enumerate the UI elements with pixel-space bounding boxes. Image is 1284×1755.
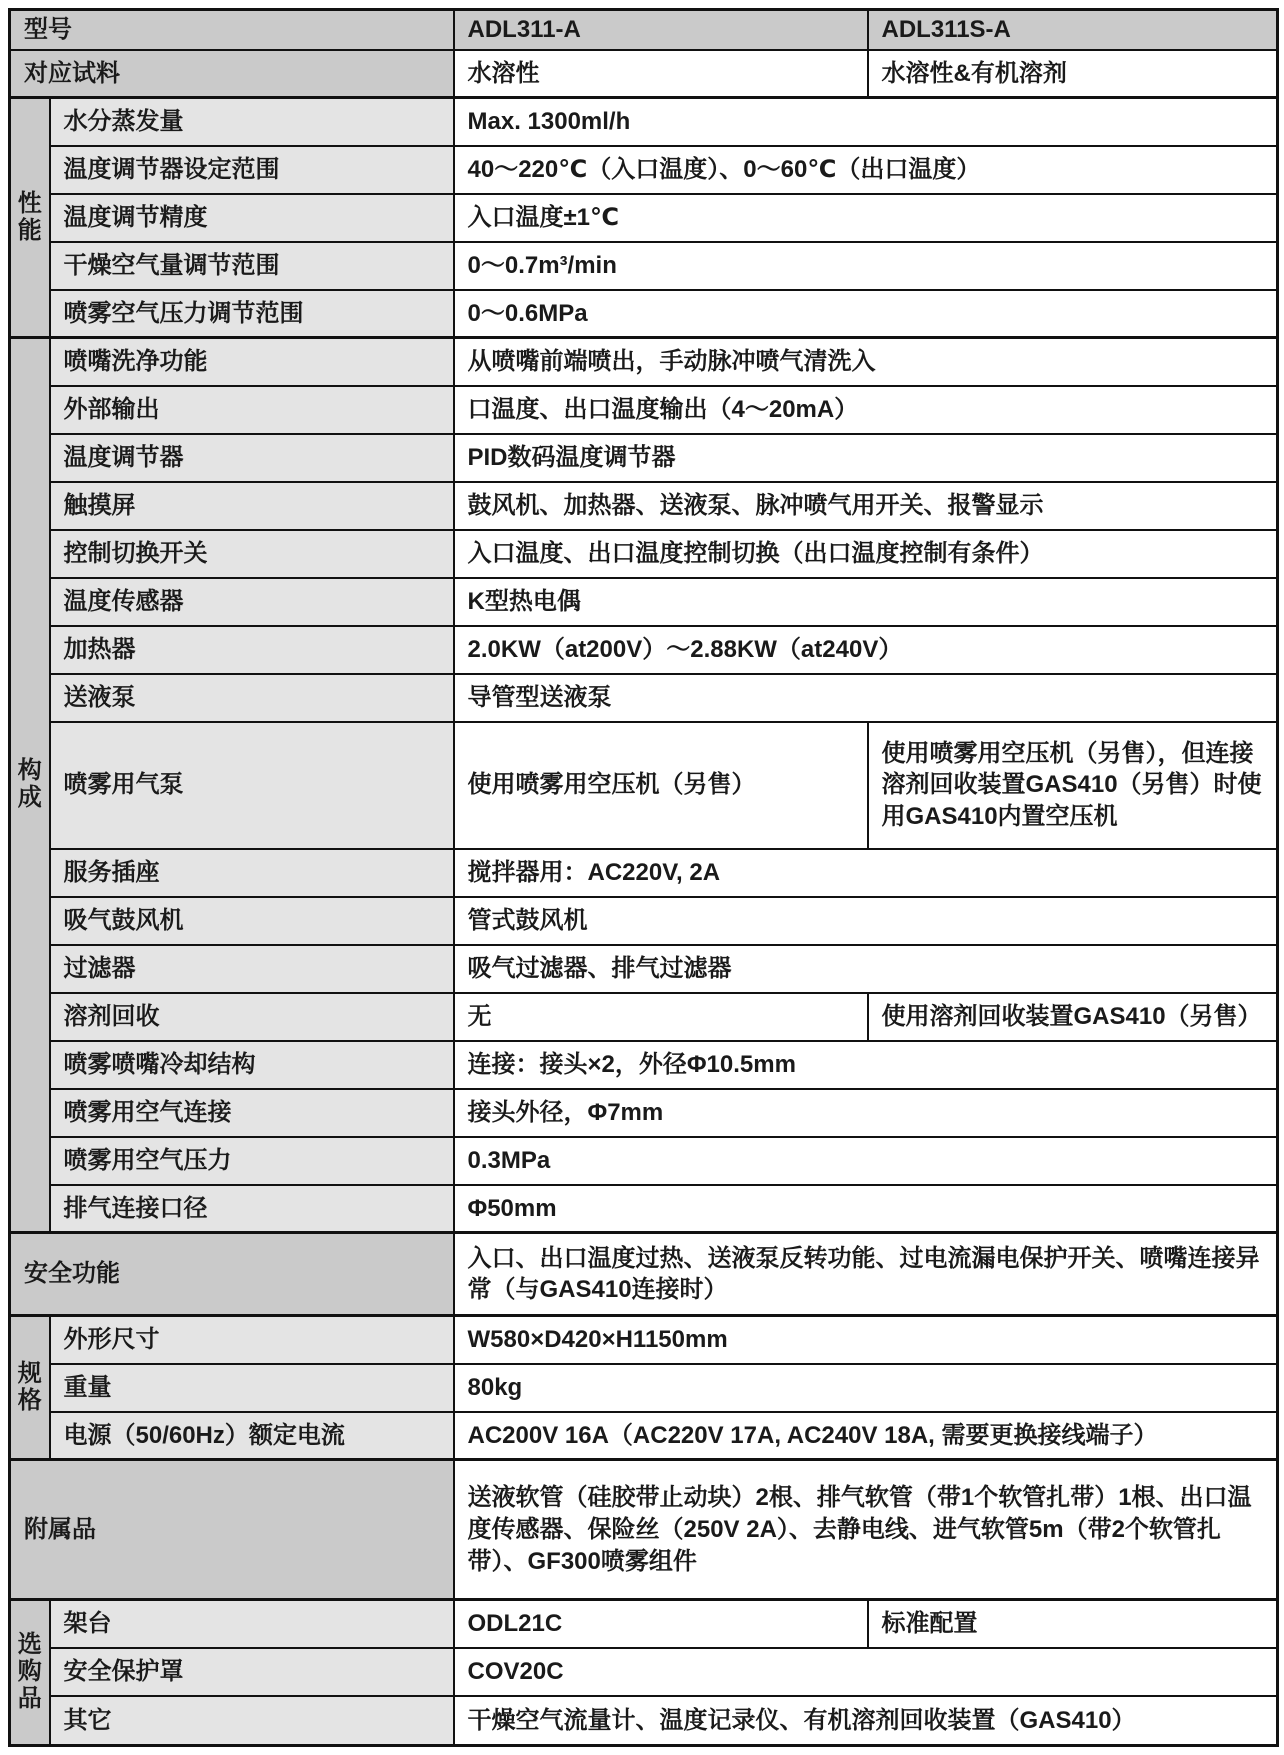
table-row [10, 578, 1278, 626]
group-composition-cell [10, 338, 50, 1233]
table-row [10, 1185, 1278, 1233]
group-performance-label: 性能 [17, 189, 42, 244]
row-value-cell: 管式鼓风机 [454, 897, 1278, 945]
row-value-cell: 入口温度、出口温度控制切换（出口温度控制有条件） [454, 530, 1278, 578]
row-value-cell: 接头外径，Φ7mm [454, 1089, 1278, 1137]
accessories-value-cell: 送液软管（硅胶带止动块）2根、排气软管（带1个软管扎带）1根、出口温度传感器、保险丝（250V 2A）、去静电线、进气软管5m（带2个软管扎带）、GF300喷雾组件 [454, 1460, 1278, 1600]
table-row-solvent [10, 993, 1278, 1041]
row-value-cell: Φ50mm [454, 1185, 1278, 1233]
table-row [10, 1089, 1278, 1137]
row-label-cell: 温度调节器 [50, 434, 454, 482]
row-label-cell: 外部输出 [50, 386, 454, 434]
table-row-safety [10, 1233, 1278, 1316]
table-row [10, 1137, 1278, 1185]
table-row [10, 1316, 1278, 1364]
row-value-cell: PID数码温度调节器 [454, 434, 1278, 482]
row-value-cell: 口温度、出口温度输出（4～20mA） [454, 386, 1278, 434]
table-row [10, 98, 1278, 146]
table-row [10, 849, 1278, 897]
row-label-cell: 安全保护罩 [50, 1648, 454, 1696]
row-value-cell: 0.3MPa [454, 1137, 1278, 1185]
row-label-cell: 干燥空气量调节范围 [50, 242, 454, 290]
row-label-cell: 喷雾用气泵 [50, 722, 454, 849]
row-value-cell: 2.0KW（at200V）～2.88KW（at240V） [454, 626, 1278, 674]
table-row [10, 194, 1278, 242]
solvent-value-s-cell: 使用溶剂回收装置GAS410（另售） [868, 993, 1278, 1041]
row-label-cell: 喷雾用空气压力 [50, 1137, 454, 1185]
row-label-cell: 过滤器 [50, 945, 454, 993]
row-value-cell: 鼓风机、加热器、送液泵、脉冲喷气用开关、报警显示 [454, 482, 1278, 530]
row-label-cell: 触摸屏 [50, 482, 454, 530]
table-row [10, 1364, 1278, 1412]
row-label-cell: 送液泵 [50, 674, 454, 722]
accessories-label-cell: 附属品 [10, 1460, 454, 1600]
row-value-cell: 吸气过滤器、排气过滤器 [454, 945, 1278, 993]
rack-value-a-cell: ODL21C [454, 1600, 868, 1648]
row-value-cell: 从喷嘴前端喷出，手动脉冲喷气清洗入 [454, 338, 1278, 386]
rack-value-s-cell: 标准配置 [868, 1600, 1278, 1648]
table-row-accessories [10, 1460, 1278, 1600]
row-value-cell: 干燥空气流量计、温度记录仪、有机溶剂回收装置（GAS410） [454, 1696, 1278, 1746]
group-options-label: 选购品 [17, 1631, 42, 1713]
row-value-cell: COV20C [454, 1648, 1278, 1696]
row-label-cell: 排气连接口径 [50, 1185, 454, 1233]
row-label-cell: 电源（50/60Hz）额定电流 [50, 1412, 454, 1460]
table-row [10, 1412, 1278, 1460]
table-row [10, 290, 1278, 338]
row-value-cell: Max. 1300ml/h [454, 98, 1278, 146]
table-row [10, 242, 1278, 290]
table-row [10, 897, 1278, 945]
table-row [10, 945, 1278, 993]
row-label-cell: 溶剂回收 [50, 993, 454, 1041]
row-value-cell: 搅拌器用：AC220V, 2A [454, 849, 1278, 897]
group-options-cell [10, 1600, 50, 1746]
table-row [10, 1648, 1278, 1696]
sample-label-cell: 对应试料 [10, 50, 454, 98]
table-row [10, 1600, 1278, 1648]
sample-s-cell: 水溶性&有机溶剂 [868, 50, 1278, 98]
row-label-cell: 喷雾空气压力调节范围 [50, 290, 454, 338]
table-row [10, 338, 1278, 386]
row-value-cell: AC200V 16A（AC220V 17A, AC240V 18A, 需要更换接线端子） [454, 1412, 1278, 1460]
row-label-cell: 控制切换开关 [50, 530, 454, 578]
table-row-pump [10, 722, 1278, 849]
table-row [10, 674, 1278, 722]
group-performance-cell [10, 98, 50, 338]
table-row [10, 1696, 1278, 1746]
row-label-cell: 水分蒸发量 [50, 98, 454, 146]
table-row [10, 1041, 1278, 1089]
row-label-cell: 温度调节器设定范围 [50, 146, 454, 194]
table-row-model [10, 10, 1278, 50]
pump-value-a-cell: 使用喷雾用空压机（另售） [454, 722, 868, 849]
safety-value-cell: 入口、出口温度过热、送液泵反转功能、过电流漏电保护开关、喷嘴连接异常（与GAS410连接时） [454, 1233, 1278, 1316]
table-row [10, 482, 1278, 530]
row-label-cell: 加热器 [50, 626, 454, 674]
pump-value-s-cell: 使用喷雾用空压机（另售），但连接溶剂回收装置GAS410（另售）时使用GAS410内置空压机 [868, 722, 1278, 849]
group-spec-cell [10, 1316, 50, 1460]
sample-a-cell: 水溶性 [454, 50, 868, 98]
solvent-value-a-cell: 无 [454, 993, 868, 1041]
row-label-cell: 喷嘴洗净功能 [50, 338, 454, 386]
row-label-cell: 重量 [50, 1364, 454, 1412]
row-label-cell: 温度调节精度 [50, 194, 454, 242]
row-value-cell: 40～220℃（入口温度）、0～60℃（出口温度） [454, 146, 1278, 194]
group-composition-label: 构成 [17, 757, 42, 812]
table-row-sample [10, 50, 1278, 98]
model-s-cell: ADL311S-A [868, 10, 1278, 50]
model-label-cell: 型号 [10, 10, 454, 50]
row-value-cell: 入口温度±1℃ [454, 194, 1278, 242]
row-value-cell: 80kg [454, 1364, 1278, 1412]
row-value-cell: 0～0.6MPa [454, 290, 1278, 338]
row-value-cell: 连接：接头×2，外径Φ10.5mm [454, 1041, 1278, 1089]
table-row [10, 530, 1278, 578]
spec-table [8, 8, 1279, 1747]
row-label-cell: 吸气鼓风机 [50, 897, 454, 945]
table-row [10, 386, 1278, 434]
row-value-cell: 导管型送液泵 [454, 674, 1278, 722]
row-value-cell: K型热电偶 [454, 578, 1278, 626]
row-label-cell: 其它 [50, 1696, 454, 1746]
row-label-cell: 温度传感器 [50, 578, 454, 626]
group-spec-label: 规格 [17, 1359, 42, 1414]
model-a-cell: ADL311-A [454, 10, 868, 50]
row-value-cell: 0～0.7m³/min [454, 242, 1278, 290]
row-label-cell: 喷雾用空气连接 [50, 1089, 454, 1137]
table-row [10, 146, 1278, 194]
row-label-cell: 喷雾喷嘴冷却结构 [50, 1041, 454, 1089]
table-row [10, 434, 1278, 482]
row-label-cell: 外形尺寸 [50, 1316, 454, 1364]
safety-label-cell: 安全功能 [10, 1233, 454, 1316]
row-value-cell: W580×D420×H1150mm [454, 1316, 1278, 1364]
row-label-cell: 服务插座 [50, 849, 454, 897]
row-label-cell: 架台 [50, 1600, 454, 1648]
table-row [10, 626, 1278, 674]
